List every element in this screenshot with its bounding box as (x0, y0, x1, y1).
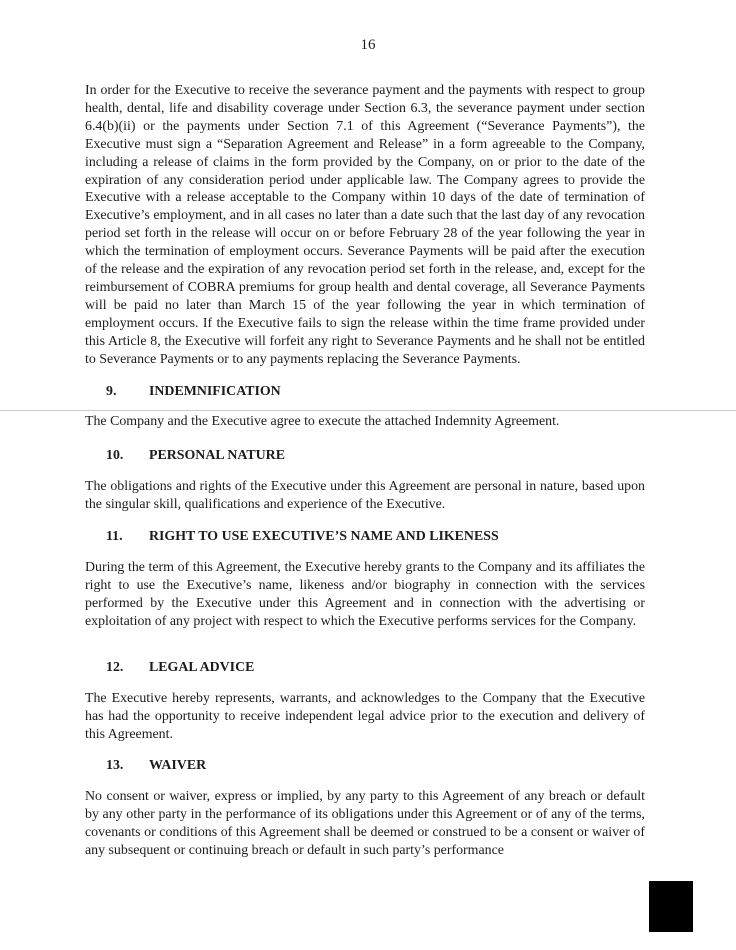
legal-advice-paragraph: The Executive hereby represents, warrants, and acknowledges to the Company that the Executive has had the opportunity to receive independent legal advice prior to the execution and delivery of this Agreement. (85, 691, 645, 742)
section-heading-waiver (106, 757, 206, 775)
name-and-likeness-paragraph: During the term of this Agreement, the Executive hereby grants to the Company and its affiliates the right to use the Executive’s name, likeness and/or biography in connection with the services performed by the Executive under this Agreement and in connection with the advertising or exploitation of any project with respect to which the Executive performs services for the Company. (85, 560, 645, 629)
section-number: 13. (106, 758, 124, 773)
section-title: PERSONAL NATURE (149, 448, 285, 463)
section-title: INDEMNIFICATION (149, 384, 281, 399)
section-number: 12. (106, 660, 124, 675)
section-title: WAIVER (149, 758, 207, 773)
section-number: 11. (106, 529, 123, 544)
section-title: LEGAL ADVICE (149, 660, 255, 675)
section-heading-name-and-likeness (106, 528, 499, 546)
section-heading-indemnification (106, 383, 281, 401)
indemnification-paragraph: The Company and the Executive agree to execute the attached Indemnity Agreement. (85, 414, 560, 429)
severance-release-paragraph: In order for the Executive to receive the severance payment and the payments with respect to group health, dental, life and disability coverage under Section 6.3, the severance payment under section 6.4(b)(ii) or the payments under Section 7.1 of this Agreement (“Severance Payments”), the Executive must sign a “Separation Agreement and Release” in a form agreeable to the Company, including a release of claims in the form provided by the Company, on or prior to the date of the expiration of any consideration period under applicable law. The Company agrees to provide the Executive with a release acceptable to the Company within 10 days of the date of termination of Executive’s employment, and in all cases no later than a date such that the last day of any revocation period set forth in the release will occur on or before February 28 of the year following the year in which the termination of employment occurs. Severance Payments will be paid after the execution of the release and the expiration of any revocation period set forth in the release, and, except for the reimbursement of COBRA premiums for group health and dental coverage, all Severance Payments will be paid no later than March 15 of the year following the year in which termination of employment occurs. If the Executive fails to sign the release within the time frame provided under this Article 8, the Executive will forfeit any right to Severance Payments and he shall not be entitled to Severance Payments or to any payments replacing the Severance Payments. (85, 83, 645, 367)
black-marker-box (649, 881, 693, 932)
section-number: 9. (106, 384, 117, 399)
section-number: 10. (106, 448, 124, 463)
section-heading-personal-nature (106, 447, 285, 465)
page-number: 16 (360, 37, 376, 53)
section-heading-legal-advice (106, 659, 254, 677)
scan-divider-line (0, 410, 736, 411)
section-title: RIGHT TO USE EXECUTIVE’S NAME AND LIKENESS (149, 529, 499, 544)
personal-nature-paragraph: The obligations and rights of the Executive under this Agreement are personal in nature, based upon the singular skill, qualifications and experience of the Executive. (85, 479, 645, 512)
waiver-paragraph: No consent or waiver, express or implied, by any party to this Agreement of any breach or default by any other party in the performance of its obligations under this Agreement or of any of the terms, covenants or conditions of this Agreement shall be deemed or construed to be a consent or waiver of any subsequent or continuing breach or default in such party’s performance (85, 789, 645, 858)
